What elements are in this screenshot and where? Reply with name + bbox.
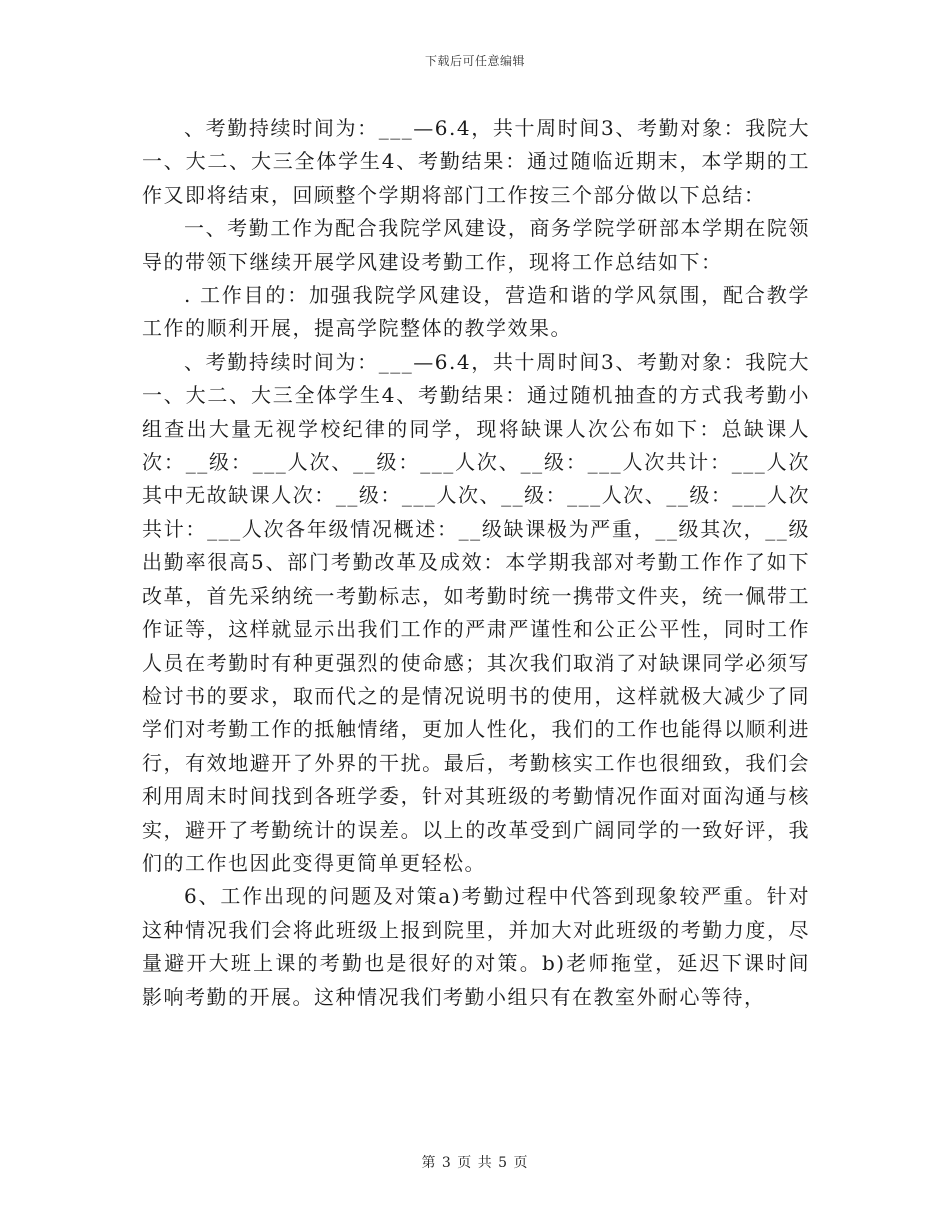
paragraph-attendance-intro: 一、考勤工作为配合我院学风建设，商务学院学研部本学期在院领导的带领下继续开展学风建设考勤工作，现将工作总结如下： (142, 216, 810, 274)
paragraph-problems-and-solutions: 6、工作出现的问题及对策a)考勤过程中代答到现象较严重。针对这种情况我们会将此班级上报到院里，并加大对此班级的考勤力度，尽量避开大班上课的考勤也是很好的对策。b)老师拖堂，延迟下课时间影响考勤的开展。这种情况我们考勤小组只有在教室外耐心等待， (142, 884, 810, 1009)
page-header: 下载后可任意编辑 (424, 54, 525, 68)
paragraph-work-purpose: . 工作目的：加强我院学风建设，营造和谐的学风氛围，配合教学工作的顺利开展，提高学院整体的教学效果。 (142, 283, 810, 341)
document-body (142, 112, 810, 1014)
paragraph-attendance-period-1: 、考勤持续时间为：___—6.4，共十周时间3、考勤对象：我院大一、大二、大三全体学生4、考勤结果：通过随临近期末，本学期的工作又即将结束，回顾整个学期将部门工作按三个部分做以下总结： (142, 116, 810, 207)
page-number: 第 3 页 共 5 页 (421, 1155, 529, 1171)
paragraph-attendance-results: 、考勤持续时间为：___—6.4，共十周时间3、考勤对象：我院大一、大二、大三全体学生4、考勤结果：通过随机抽查的方式我考勤小组查出大量无视学校纪律的同学，现将缺课人次公布如下：总缺课人次：__级：___人次、__级：___人次、__级：___人次共计：___人次其中无故缺课人次：__级：___人次、__级：___人次、__级：___人次共计：___人次各年级情况概述：__级缺课极为严重，__级其次，__级出勤率很高5、部门考勤改革及成效：本学期我部对考勤工作作了如下改革，首先采纳统一考勤标志，如考勤时统一携带文件夹，统一佩带工作证等，这样就显示出我们工作的严肃严谨性和公正公平性，同时工作人员在考勤时有种更强烈的使命感；其次我们取消了对缺课同学必须写检讨书的要求，取而代之的是情况说明书的使用，这样就极大减少了同学们对考勤工作的抵触情绪，更加人性化，我们的工作也能得以顺利进行，有效地避开了外界的干扰。最后，考勤核实工作也很细致，我们会利用周末时间找到各班学委，针对其班级的考勤情况作面对面沟通与核实，避开了考勤统计的误差。以上的改革受到广阔同学的一致好评，我们的工作也因此变得更简单更轻松。 (142, 349, 810, 875)
